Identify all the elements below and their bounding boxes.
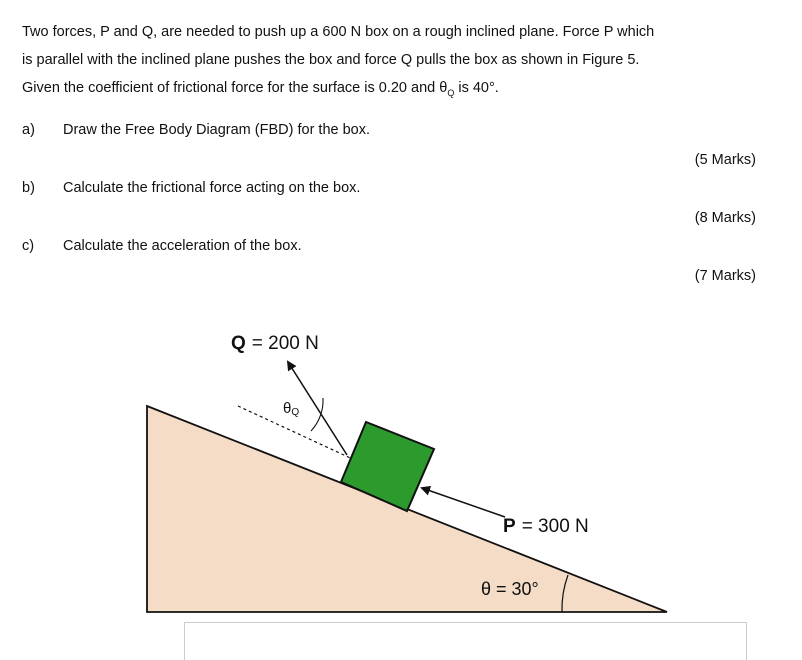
problem-line-1: Two forces, P and Q, are needed to push up a 600 N box on a rough inclined plane. Force P which [22,24,655,40]
incline-angle-label: θ = 30° [481,579,539,599]
question-c-label: c) [22,238,35,254]
answer-box [184,622,747,660]
theta-q-symbol: θ [283,400,292,417]
question-b-label: b) [22,180,35,196]
force-q-value: = 200 N [251,333,319,354]
theta-q-label [283,400,299,418]
question-a-text: Draw the Free Body Diagram (FBD) for the box. [63,122,371,138]
force-p-arrow [422,488,505,517]
force-p-symbol: P [503,516,516,537]
question-a-marks: (5 Marks) [694,152,756,168]
question-a-label: a) [22,122,35,138]
question-c-text: Calculate the acceleration of the box. [63,238,302,254]
problem-line-3: Given the coefficient of frictional force for the surface is 0.20 and $\theta_Q$ is 40°. [22,80,499,98]
force-q-symbol: Q [231,333,246,354]
theta-q-subscript: Q [291,407,300,418]
force-q-label [231,333,319,354]
force-p-label [503,516,589,537]
question-c-marks: (7 Marks) [694,268,756,284]
question-b-marks: (8 Marks) [694,210,756,226]
problem-line-2: is parallel with the inclined plane pushes the box and force Q pulls the box as shown in Figure 5. [22,52,640,68]
question-b-text: Calculate the frictional force acting on the box. [63,180,361,196]
force-p-value: = 300 N [521,516,589,537]
